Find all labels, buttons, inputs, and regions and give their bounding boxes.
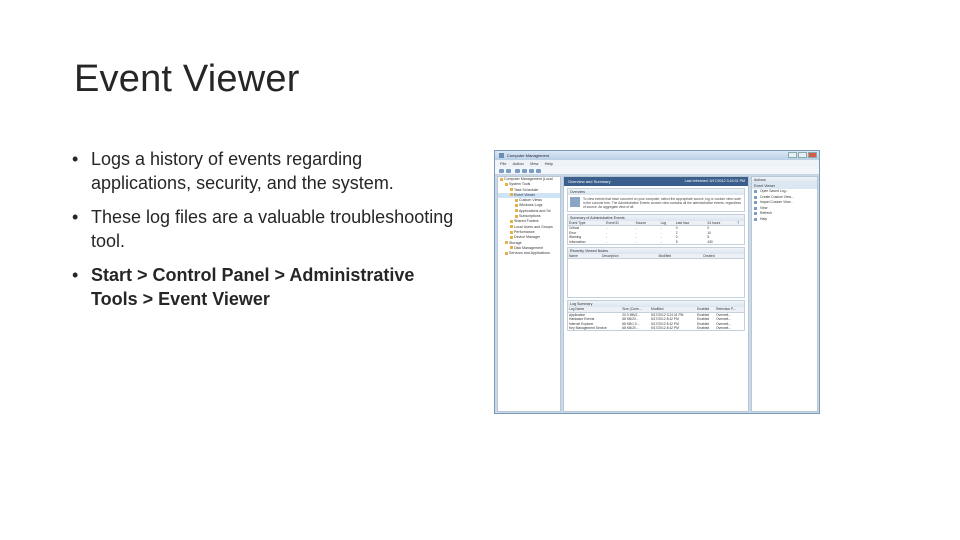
action-icon: [754, 196, 757, 199]
center-header: [564, 177, 748, 186]
table-cell: Hardware Events: [569, 317, 595, 322]
bullet-text: Start > Control Panel > Administrative Tools > Event Viewer: [91, 265, 415, 309]
folder-icon: [510, 220, 513, 223]
folder-icon: [510, 188, 513, 191]
column-header: Description: [601, 254, 658, 259]
action-icon: [754, 207, 757, 210]
folder-icon: [515, 204, 518, 207]
forward-icon: [506, 169, 511, 173]
folder-icon: [505, 183, 508, 186]
column-header: 24 hours: [706, 221, 736, 226]
action-icon: [754, 201, 757, 204]
toolbar: [495, 167, 819, 175]
bullet-dot: •: [72, 149, 79, 169]
event-viewer-icon: [570, 197, 580, 207]
table-cell: Overwrit...: [716, 326, 732, 331]
column-header: Retention P...: [715, 307, 744, 312]
app-icon: [499, 153, 504, 158]
table-cell: -: [606, 239, 608, 244]
center-header-refreshed: Last refreshed: 5/17/2012 3:24:31 PM: [684, 179, 745, 183]
action-icon: [754, 218, 757, 221]
folder-icon: [510, 193, 513, 196]
actions-pane: [751, 176, 818, 412]
column-header: Created: [702, 254, 744, 259]
table-cell: 0: [675, 235, 678, 240]
table-cell: 5/17/2012 8:42 PM: [650, 317, 679, 322]
action-label: Create Custom View...: [760, 194, 794, 199]
column-header: Log Name: [568, 307, 621, 312]
action-item: [752, 217, 817, 223]
table-cell: Internet Explorer: [569, 321, 594, 326]
summary-table: [568, 221, 744, 244]
help-icon: [529, 169, 534, 173]
table-cell: -: [635, 230, 637, 235]
menu-file: File: [500, 161, 507, 166]
folder-icon: [510, 225, 513, 228]
column-header: Modified: [658, 254, 702, 259]
table-cell: Enabled: [697, 326, 710, 331]
log-summary-section: [567, 300, 745, 331]
column-header: Event Type: [568, 221, 605, 226]
panel-icon: [536, 169, 541, 173]
table-cell: 2: [675, 230, 678, 235]
overview-section: [567, 188, 745, 212]
log-summary-table: [568, 307, 744, 330]
recent-empty-area: [568, 259, 744, 297]
table-cell: -: [660, 235, 662, 240]
overview-body: [568, 195, 744, 211]
close-button: [808, 152, 817, 158]
summary-section: [567, 214, 745, 245]
column-header: 7: [736, 221, 744, 226]
tree-node-label: Custom Views: [519, 198, 542, 203]
folder-icon: [515, 215, 518, 218]
tree-node-label: Shared Folders: [514, 219, 539, 224]
table-cell: 5/17/2012 8:42 PM: [650, 326, 679, 331]
properties-icon: [522, 169, 527, 173]
back-icon: [499, 169, 504, 173]
table-cell: 68 KB/20...: [622, 326, 639, 331]
window-title: Computer Management: [507, 153, 550, 158]
table-cell: 430: [707, 239, 713, 244]
summary-title: Summary of Administrative Events: [568, 215, 744, 221]
action-icon: [754, 212, 757, 215]
computer-management-screenshot: [494, 150, 820, 414]
table-row: [568, 326, 744, 330]
table-cell: -: [660, 226, 662, 231]
table-cell: Information: [569, 239, 586, 244]
table-cell: Enabled: [697, 317, 710, 322]
column-header: Modified: [650, 307, 696, 312]
tree-node-label: Windows Logs: [519, 203, 543, 208]
table-cell: Enabled: [697, 321, 710, 326]
tree-node-label: Task Scheduler: [514, 187, 539, 192]
tree-node-label: Disk Management: [514, 245, 543, 250]
table-cell: Overwrit...: [716, 321, 732, 326]
table-cell: 5/17/2012 8:42 PM: [650, 321, 679, 326]
table-cell: Overwrit...: [716, 317, 732, 322]
tree-node-label: Computer Management (Local: [504, 177, 553, 181]
window-titlebar: [495, 151, 819, 160]
bullet-item: [70, 147, 462, 195]
folder-icon: [500, 178, 503, 181]
up-icon: [515, 169, 520, 173]
tree-node-label: Local Users and Groups: [514, 224, 553, 229]
actions-title: Actions: [752, 177, 817, 183]
recent-section: [567, 247, 745, 298]
table-cell: 5: [675, 239, 678, 244]
minimize-button: [788, 152, 797, 158]
table-cell: 5/17/2012 3:24:31 PM: [650, 312, 684, 317]
action-label: Refresh: [760, 211, 772, 216]
bullet-text: Logs a history of events regarding applications, security, and the system.: [91, 149, 394, 193]
log-summary-title: Log Summary: [568, 301, 744, 307]
table-cell: Key Management Service: [569, 326, 607, 331]
actions-subtitle: Event Viewer: [752, 183, 817, 189]
action-label: Import Custom View...: [760, 200, 794, 205]
table-cell: -: [606, 235, 608, 240]
tree-node-label: Storage: [509, 240, 522, 245]
bullet-list: [70, 147, 462, 321]
table-cell: -: [606, 226, 608, 231]
column-header: Enabled: [696, 307, 715, 312]
table-cell: Overwrit...: [716, 312, 732, 317]
table-cell: Error: [569, 230, 577, 235]
table-cell: 0: [675, 226, 678, 231]
center-header-title: Overview and Summary: [568, 179, 611, 184]
action-label: Open Saved Log...: [760, 189, 789, 193]
table-cell: -: [635, 239, 637, 244]
tree-node-label: Subscriptions: [519, 214, 541, 219]
tree-node-label: Performance: [514, 229, 535, 234]
table-cell: -: [635, 235, 637, 240]
bullet-dot: •: [72, 265, 79, 285]
bullet-text: These log files are a valuable troubleshooting tool.: [91, 207, 454, 251]
table-cell: 20.0 MB/2...: [622, 312, 641, 317]
action-label: View: [760, 205, 768, 210]
overview-text: To view events that have occurred on your computer, select the appropriate source, log or custom view node in the console tree. The Administrative Events custom view contains all the administrative events, regardless of source. An aggregate view of all: [583, 197, 741, 209]
tree-node-label: Event Viewer: [514, 192, 536, 197]
column-header: Name: [568, 254, 601, 259]
tree-node-label: Device Manager: [514, 235, 541, 240]
tree-node: [498, 251, 560, 256]
table-cell: [736, 240, 744, 244]
table-cell: -: [635, 226, 637, 231]
folder-icon: [515, 209, 518, 212]
table-cell: 68 KB/1.0...: [622, 321, 640, 326]
table-cell: -: [660, 230, 662, 235]
table-cell: 0: [707, 226, 710, 231]
table-header-row: [568, 254, 744, 259]
menu-view: View: [529, 161, 539, 166]
column-header: Log: [660, 221, 675, 226]
overview-title: Overview: [568, 189, 744, 195]
action-label: Help: [760, 216, 767, 221]
column-header: Event ID: [605, 221, 634, 226]
bullet-item: [70, 263, 462, 311]
bullet-dot: •: [72, 207, 79, 227]
action-icon: [754, 190, 757, 193]
tree-node-label: Services and Applications: [509, 251, 550, 256]
menu-bar: [495, 160, 819, 167]
folder-icon: [510, 236, 513, 239]
table-row: [568, 240, 744, 244]
column-header: Source: [635, 221, 660, 226]
table-cell: 10: [707, 230, 712, 235]
table-cell: -: [606, 230, 608, 235]
table-cell: 68 KB/20...: [622, 317, 639, 322]
table-cell: Critical: [569, 226, 580, 231]
table-cell: 5: [707, 235, 710, 240]
center-pane: [563, 176, 749, 412]
recent-title: Recently Viewed Nodes: [568, 248, 744, 254]
menu-action: Action: [512, 161, 524, 166]
bullet-item: [70, 205, 462, 253]
folder-icon: [510, 246, 513, 249]
folder-icon: [515, 199, 518, 202]
table-cell: -: [660, 239, 662, 244]
maximize-button: [798, 152, 807, 158]
slide-title: Event Viewer: [74, 58, 300, 100]
folder-icon: [505, 252, 508, 255]
console-tree: [497, 176, 561, 412]
table-cell: Enabled: [697, 312, 710, 317]
table-cell: Warning: [569, 235, 582, 240]
table-cell: Application: [569, 312, 586, 317]
folder-icon: [505, 241, 508, 244]
menu-help: Help: [544, 161, 553, 166]
folder-icon: [510, 231, 513, 234]
tree-node-label: System Tools: [509, 182, 531, 187]
column-header: Size (Curre...: [621, 307, 650, 312]
tree-node-label: Applications and Se: [519, 208, 551, 213]
column-header: Last hour: [675, 221, 707, 226]
